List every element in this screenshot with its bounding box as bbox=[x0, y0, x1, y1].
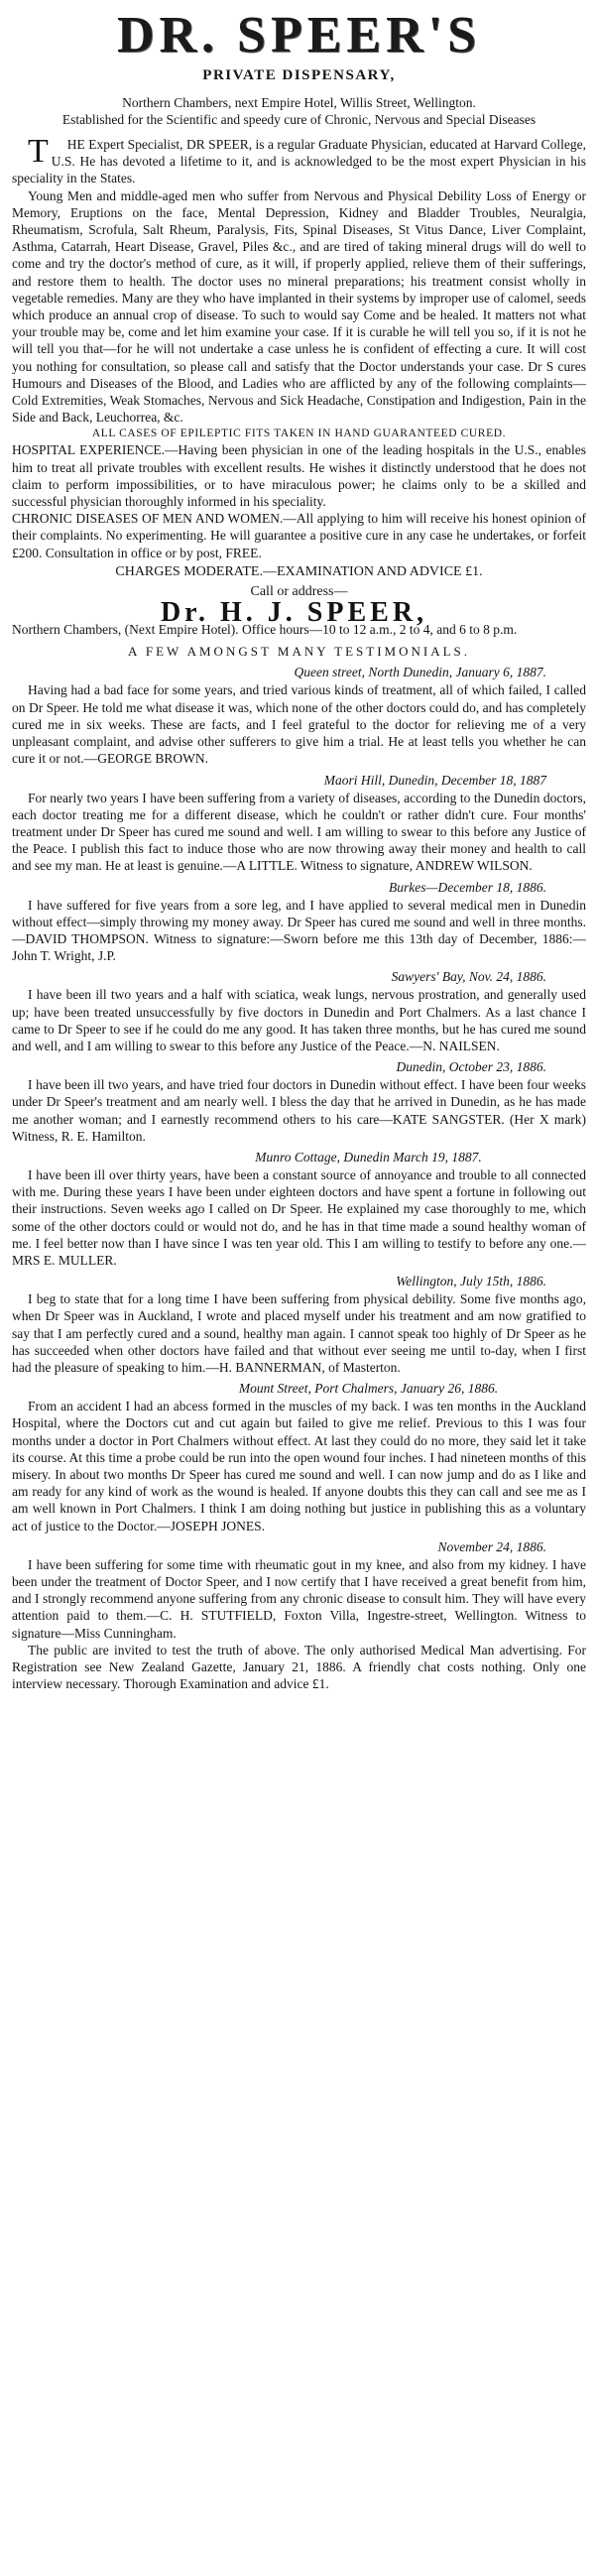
testimonial-dateline: Sawyers' Bay, Nov. 24, 1886. bbox=[391, 969, 546, 985]
hospital-experience-paragraph: HOSPITAL EXPERIENCE.—Having been physician in one of the leading hospitals in the U.S., enables him to treat all private troubles with excellent results. He wishes it distinctly understood that he does not claim to perform impossibilities, or to have miraculous power; he claims only to be a skilled and successful physician thoroughly informed in his speciality. bbox=[12, 442, 586, 510]
testimonial-dateline: November 24, 1886. bbox=[437, 1538, 546, 1554]
dispensary-address: Northern Chambers, next Empire Hotel, Willis Street, Wellington. bbox=[122, 95, 476, 110]
testimonial-text: Having had a bad face for some years, and tried various kinds of treatment, all of which failed, I called on Dr Speer. He told me what disease it was, which none of the other doctors could do, and has completely cured me in six weeks. These are facts, and I feel grateful to the doctor for relieving me of a very unpleasant complaint, and advise other sufferers to give him a trial. He at least tells you whether he can cure it or not.—GEORGE BROWN. bbox=[12, 682, 586, 767]
testimonial-dateline: Burkes—December 18, 1886. bbox=[389, 879, 546, 895]
testimonial-item bbox=[12, 1538, 586, 1642]
testimonial-text: I have been ill over thirty years, have been a constant source of annoyance and trouble to all connected with me. During these years I have been under eighteen doctors and have spent a fortune in following out their instructions. Seven weeks ago I called on Dr Speer. He explained my case thoroughly to me, which some of the other doctors could or would not do, and he has in that time made a sound healthy woman of me. I feel better now than I have since I was ten year old. This I am willing to testify to before any one.—MRS E. MULLER. bbox=[12, 1166, 586, 1268]
testimonial-text: From an accident I had an abcess formed in the muscles of my back. I was ten months in the Auckland Hospital, where the Doctors cut and cut again but failed to give me relief. Previous to this I was four months under a doctor in Port Chalmers without effect. At last they could do no more, they said let it take its course. At this time a probe could be run into the open wound four inches. I had nineteen months of this misery. In about two months Dr Speer has cured me sound and well. I can now jump and do as I like and am ready for any kind of work as the wound is healed. If anyone doubts this they can call and see me as I am well known in Port Chalmers. I think I am doing nothing but justice in publishing this as a voluntary act of justice to the Doctor.—JOSEPH JONES. bbox=[12, 1399, 586, 1533]
testimonial-dateline: Dunedin, October 23, 1886. bbox=[396, 1059, 546, 1075]
testimonial-item bbox=[12, 1380, 586, 1534]
epileptic-notice: ALL CASES OF EPILEPTIC FITS TAKEN IN HAND GUARANTEED CURED. bbox=[91, 428, 507, 440]
testimonial-text: For nearly two years I have been suffering from a variety of diseases, according to the Dunedin doctors, each doctor treating me for a different disease, which he couldn't or rather didn't cure. Four months' treatment under Dr Speer has cured me sound and well. I am willing to swear to this before any Justice of the Peace. I publish this fact to induce those who are now throwing away their money and health to call and see my man. He at least is genuine.—A LITTLE. Witness to signature, ANDREW WILSON. bbox=[12, 790, 586, 874]
testimonial-dateline: Wellington, July 15th, 1886. bbox=[396, 1274, 546, 1289]
testimonial-dateline: Queen street, North Dunedin, January 6, 1887. bbox=[294, 665, 546, 680]
call-or-address: Call or address— bbox=[250, 583, 348, 599]
intro-paragraph-2: Young Men and middle-aged men who suffer from Nervous and Physical Debility Loss of Energy or Memory, Eruptions on the face, Mental Depression, Kidney and Bladder Troubles, Neuralgia, Rheumatism, Scrofula, Salt Rheum, Paralysis, Fits, Spinal Diseases, St Vitus Dance, Liver Complaint, Asthma, Catarrah, Heart Disease, Gravel, Piles &c., and are tired of taking mineral drugs will do well to come and try the doctor's method of cure, as it will, if properly applied, relieve them of their sufferings, and restore them to health. The doctor uses no mineral preparations; his treatment consist wholly in vegetable remedies. Many are they who have implanted in their systems by improper use of calomel, seeds which produce an annual crop of disease. To such to would say Come and be healed. It matters not what your trouble may be, come and let him examine your case. If it is curable he will tell you so, if it is not he will tell you that—for he will not undertake a case unless he is confident of effecting a cure. It will cost you nothing for consultation, so please call and satisfy that the Doctor understands your case. Dr S cures Humours and Diseases of the Blood, and Ladies who are afflicted by any of the following complaints—Cold Extremities, Weak Stomaches, Nervous and Sick Headache, Constipation and Indigestion, Pain in the Side and Back, Leuchorrea, &c. bbox=[12, 187, 586, 426]
testimonial-item bbox=[12, 772, 586, 875]
testimonial-text: I have been ill two years, and have tried four doctors in Dunedin without effect. I have been four weeks under Dr Speer's treatment and am nearly well. I bless the day that he arrived in Dunedin, as he has made me another woman; and I earnestly recommend others to his care—KATE SANGSTER. (Her X mark) Witness, R. E. Hamilton. bbox=[12, 1077, 586, 1144]
intro-paragraph-1: THE Expert Specialist, DR SPEER, is a regular Graduate Physician, educated at Harvard College, U.S. He has devoted a lifetime to it, and is acknowledged to be the most expert Physician in his speciality in the States. bbox=[12, 133, 586, 186]
masthead-title: DR. SPEER'S bbox=[116, 7, 482, 63]
testimonial-item bbox=[12, 664, 586, 767]
doctor-name: Dr. H. J. SPEER, bbox=[160, 597, 428, 629]
testimonial-dateline: Maori Hill, Dunedin, December 18, 1887 bbox=[323, 772, 546, 788]
contact-location: Northern Chambers, (Next Empire Hotel). Office hours—10 to 12 a.m., 2 to 4, and 6 to 8 p.m. bbox=[12, 622, 518, 638]
masthead-subtitle: PRIVATE DISPENSARY, bbox=[202, 67, 396, 83]
testimonial-text: I beg to state that for a long time I have been suffering from physical debility. Some five months ago, when Dr Speer was in Auckland, I wrote and placed myself under his treatment and am now gratified to say that I am perfectly cured and a sound, healthy man again. I cannot speak too highly of Dr Speer as he has succeeded when other doctors have failed and that without ever seeing me until to-day, when I first had the pleasure of speaking to him.—H. BANNERMAN, of Masterton. bbox=[12, 1291, 586, 1375]
charges-line: CHARGES MODERATE.—EXAMINATION AND ADVICE £1. bbox=[115, 563, 483, 579]
testimonial-text: I have been suffering for some time with rheumatic gout in my knee, and also from my kidney. I have been under the treatment of Doctor Speer, and I now certify that I have received a great benefit from him, and I strongly recommend anyone suffering from any chronic disease to consult him. They will have every attention paid to them.—C. H. STUTFIELD, Foxton Villa, Ingestre-street, Wellington. Witness to signature—Miss Cunningham. bbox=[12, 1556, 586, 1641]
chronic-diseases-paragraph: CHRONIC DISEASES OF MEN AND WOMEN.—All applying to him will receive his honest opinion of their complaints. No experimenting. He will guarantee a positive cure in any case he undertakes, or forfeit £200. Consultation in office or by post, FREE. bbox=[12, 511, 586, 560]
testimonials-heading: A FEW AMONGST MANY TESTIMONIALS. bbox=[127, 644, 471, 660]
testimonial-text: I have suffered for five years from a sore leg, and I have applied to several medical men in Dunedin without effect—simply throwing my money away. Dr Speer has cured me sound and well in three months.—DAVID THOMPSON. Witness to signature:—Sworn before me this 13th day of December, 1886:—John T. Wright, J.P. bbox=[12, 897, 586, 964]
contact-block bbox=[12, 597, 586, 629]
testimonial-dateline: Mount Street, Port Chalmers, January 26, 1886. bbox=[238, 1381, 499, 1397]
testimonial-item bbox=[12, 968, 586, 1054]
testimonial-text: I have been ill two years and a half with sciatica, weak lungs, nervous prostration, and generally used up; have been treated unsuccessfully by five doctors in Dunedin and Port Chalmers. As a last chance I came to Dr Speer to see if he could do me any good. It has taken three months, but he has cured me sound and well, and I am willing to swear to this before any Justice of the Peace.—N. NAILSEN. bbox=[12, 987, 586, 1053]
dispensary-tagline: Established for the Scientific and speedy cure of Chronic, Nervous and Special Diseases bbox=[61, 112, 537, 127]
testimonial-item bbox=[12, 1058, 586, 1145]
testimonial-item bbox=[12, 1149, 586, 1269]
testimonial-item bbox=[12, 879, 586, 965]
testimonial-dateline: Munro Cottage, Dunedin March 19, 1887. bbox=[255, 1149, 482, 1165]
closing-paragraph: The public are invited to test the truth of above. The only authorised Medical Man advertising. For Registration see New Zealand Gazette, January 21, 1886. A friendly chat costs nothing. Only one interview necessary. Thorough Examination and advice £1. bbox=[12, 1642, 586, 1692]
testimonial-item bbox=[12, 1273, 586, 1376]
